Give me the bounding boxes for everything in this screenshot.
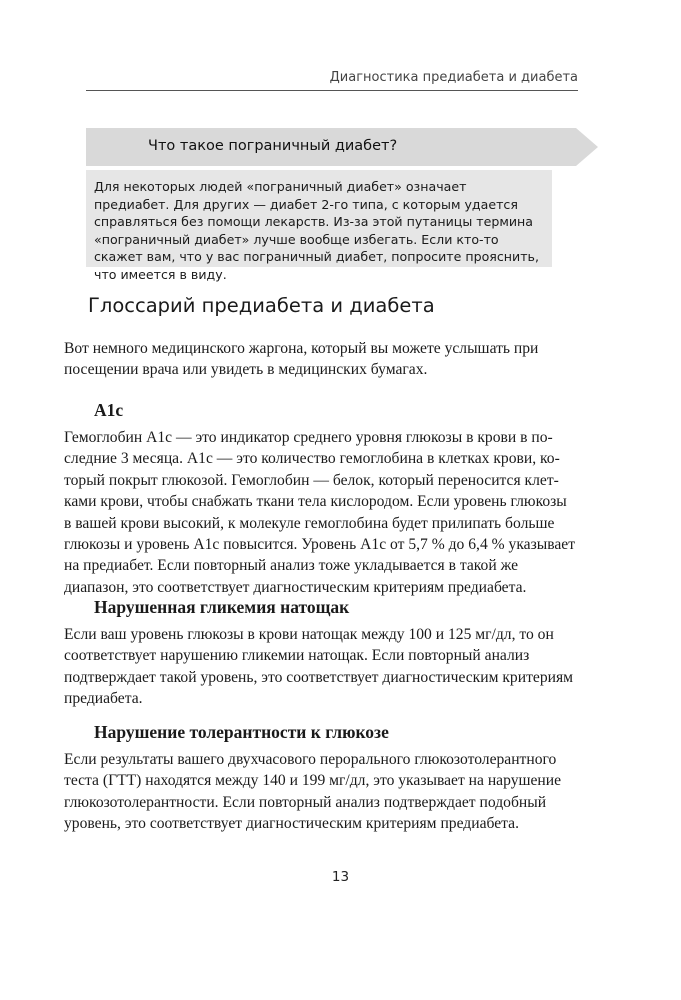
intro-paragraph: Вот немного медицинского жаргона, который вы можете услышать при посещении врача или увидеть в медицинских бумагах. [64,340,539,379]
running-head: Диагностика предиабета и диабета [329,70,578,85]
term-text-fasting-glycemia: Если ваш уровень глюкозы в крови натощак между 100 и 125 мг/дл, то он соответствует нарушению гликемии натощак. Если повторный анализ подтверждает такой уровень, это соответствует диагностическим критериям предиабета. [64,626,573,708]
term-heading-fasting-glycemia: Нарушенная гликемия натощак [94,597,350,617]
term-text-glucose-tolerance: Если результаты вашего двухчасового перорального глюкозотолерантного теста (ГТТ) находятся между 140 и 199 мг/дл, это указывает на нарушение глюкозотолерантности. Если повторный анализ подтверждает подобный уровень, это соответствует диагностическим критериям предиабета. [64,751,562,833]
page-number: 13 [331,869,350,885]
sidebar-title: Что такое пограничный диабет? [148,138,398,154]
term-heading-a1c: A1c [94,400,124,420]
sidebar-box [86,170,552,282]
glossary-heading: Глоссарий предиабета и диабета [88,294,435,317]
header-rule [86,90,578,91]
term-heading-glucose-tolerance: Нарушение толерантности к глюкозе [94,722,389,742]
term-text-a1c: Гемоглобин A1c — это индикатор среднего уровня глюкозы в крови в последние 3 месяца. A1c — это количество гемоглобина в клетках крови, который покрыт глюкозой. Гемоглобин — белок, который переносится клетками крови, чтобы снабжать ткани тела кислородом. Если уровень глюкозы в вашей крови высокий, к молекуле гемоглобина будет прилипать больше глюкозы и уровень A1c повысится. Уровень A1c от 5,7 % до 6,4 % указывает на предиабет. Если повторный анализ тоже укладывается в такой же диапазон, это соответствует диагностическим критериям предиабета. [64,429,576,596]
sidebar-text: Для некоторых людей «пограничный диабет» означает предиабет. Для других — диабет 2-го типа, с которым удается справляться без помощи лекарств. Из-за этой путаницы термина «пограничный диабет» лучше вообще избегать. Если кто-то скажет вам, что у вас пограничный диабет, попросите прояснить, что имеется в виду. [94,179,539,282]
